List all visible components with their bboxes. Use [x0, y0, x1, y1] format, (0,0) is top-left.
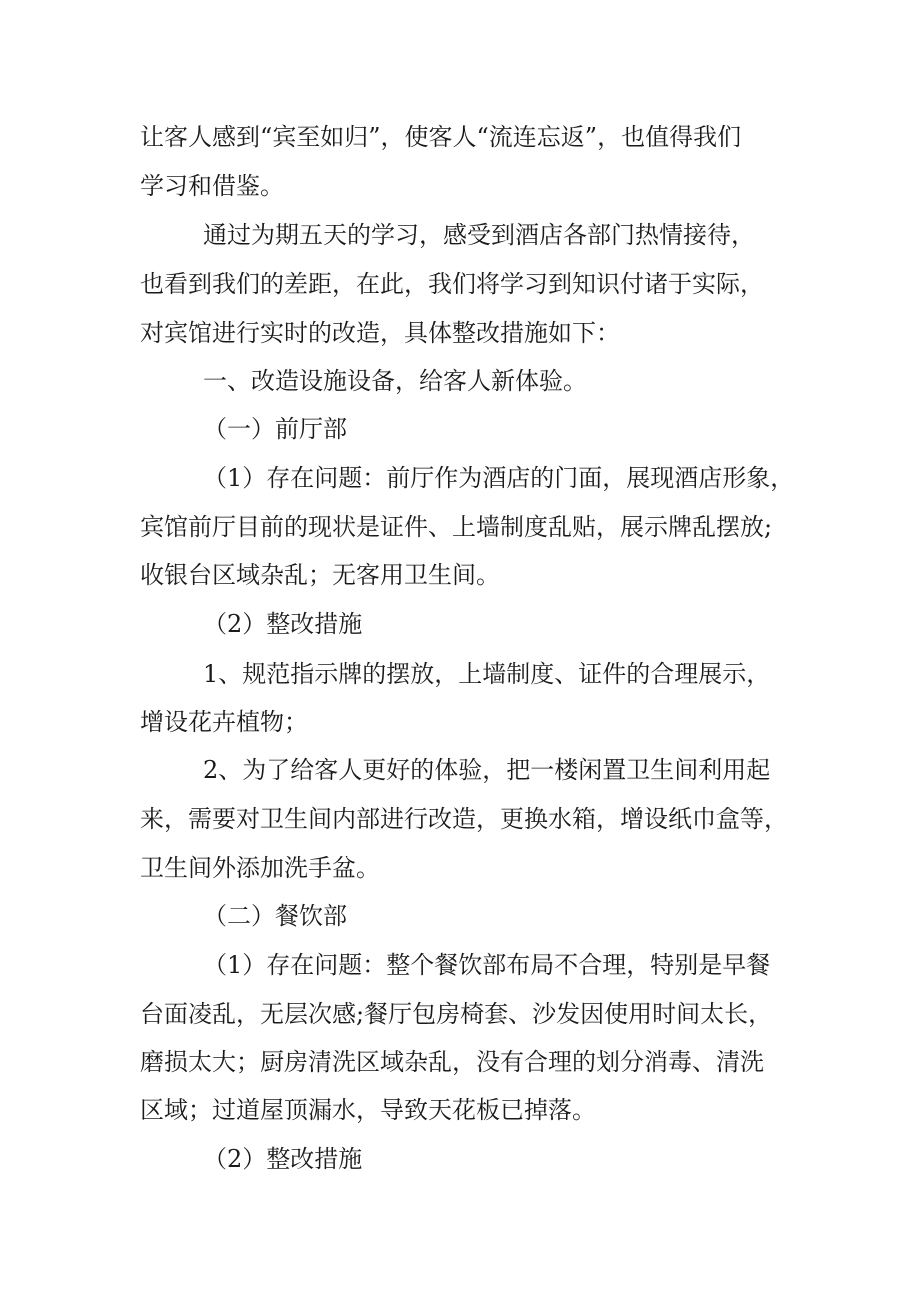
text-line: 1、规范指示牌的摆放，上墙制度、证件的合理展示， [203, 660, 771, 688]
text-line: 对宾馆进行实时的改造，具体整改措施如下： [140, 319, 620, 347]
subsection-heading: （二）餐饮部 [203, 902, 347, 930]
text-line: 磨损太大；厨房清洗区域杂乱，没有合理的划分消毒、清洗 [140, 1048, 764, 1076]
text-line: 增设花卉植物； [140, 708, 308, 736]
text-line: 台面凌乱，无层次感;餐厅包房椅套、沙发因使用时间太长， [140, 1000, 773, 1028]
subsection-heading: （一）前厅部 [203, 415, 347, 443]
text-line: 卫生间外添加洗手盆。 [140, 854, 380, 882]
text-line: 区域；过道屋顶漏水，导致天花板已掉落。 [140, 1096, 596, 1124]
text-line: 学习和借鉴。 [140, 172, 284, 200]
text-line: 也看到我们的差距，在此，我们将学习到知识付诸于实际， [140, 270, 764, 298]
section-heading: 一、改造设施设备，给客人新体验。 [203, 367, 587, 395]
text-line: （1）存在问题：整个餐饮部布局不合理，特别是早餐 [203, 951, 771, 979]
text-line: 通过为期五天的学习，感受到酒店各部门热情接待， [203, 221, 755, 249]
text-line: 让客人感到“宾至如归”，使客人“流连忘返”，也值得我们 [140, 123, 742, 151]
subsection-heading: （2）整改措施 [203, 1145, 363, 1173]
text-line: （1）存在问题：前厅作为酒店的门面，展现酒店形象， [203, 464, 795, 492]
text-line: 来，需要对卫生间内部进行改造，更换水箱，增设纸巾盒等， [140, 805, 788, 833]
text-line: 宾馆前厅目前的现状是证件、上墙制度乱贴，展示牌乱摆放; [140, 513, 773, 541]
text-line: 收银台区域杂乱；无客用卫生间。 [140, 561, 500, 589]
subsection-heading: （2）整改措施 [203, 610, 363, 638]
text-line: 2、为了给客人更好的体验，把一楼闲置卫生间利用起 [203, 756, 771, 784]
